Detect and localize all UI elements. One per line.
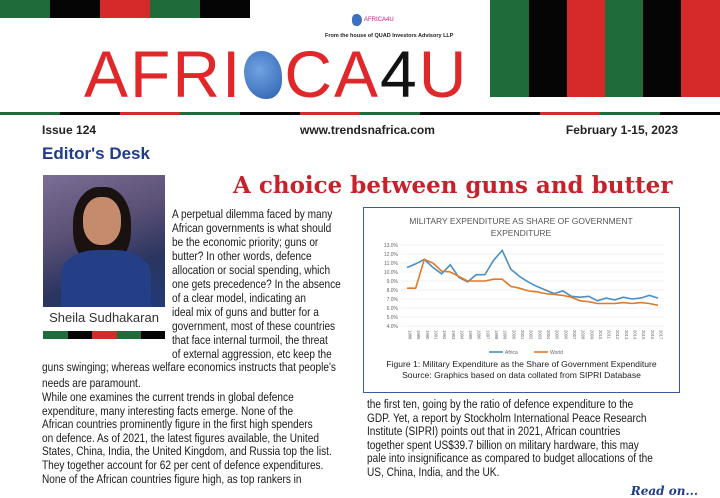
website-link[interactable]: www.trendsnafrica.com	[300, 123, 435, 137]
text-line: needs are paramount.	[42, 375, 141, 390]
stripe	[200, 0, 250, 18]
author-photo	[43, 175, 165, 307]
text-line: guns swinging; whereas welfare economics instructs that people's	[42, 360, 336, 374]
y-tick-label: 13.0%	[383, 243, 398, 249]
x-tick-label: 1998	[494, 330, 500, 340]
x-tick-label: 1999	[502, 330, 508, 340]
x-tick-label: 1990	[424, 330, 430, 340]
x-tick-label: 2007	[571, 330, 577, 340]
text-line: on defence. As of 2021, the latest figures available, the United	[42, 430, 319, 445]
text-line: allocation or social spending, which	[172, 263, 331, 277]
figure-caption: Figure 1: Military Expenditure as the Share of Government Expenditure	[386, 359, 657, 369]
y-tick-label: 9.0%	[386, 279, 398, 285]
stripe	[50, 0, 100, 18]
logo-text: U	[418, 37, 469, 111]
article-title: A choice between guns and butter	[233, 172, 673, 199]
chart-title: EXPENDITURE	[490, 228, 552, 238]
stripe	[643, 0, 681, 97]
text-line: be the economic priority; guns or	[172, 235, 319, 249]
x-tick-label: 2006	[563, 330, 569, 340]
figure-source: Source: Graphics based on data collated from SIPRI Database	[402, 370, 641, 380]
stripe	[490, 0, 529, 97]
stripe	[567, 0, 605, 97]
x-tick-label: 1989	[416, 330, 422, 340]
y-tick-label: 12.0%	[383, 252, 398, 258]
intro-paragraph-continued	[42, 360, 400, 391]
x-tick-label: 1988	[407, 330, 413, 340]
text-line: A perpetual dilemma faced by many	[172, 207, 333, 221]
africa-map-icon	[352, 14, 362, 26]
x-tick-label: 2005	[554, 330, 560, 340]
x-tick-label: 1991	[433, 330, 439, 340]
stripe	[681, 0, 720, 97]
text-line: government, most of these countries	[172, 319, 336, 333]
x-tick-label: 2012	[615, 330, 621, 340]
x-tick-label: 2002	[528, 330, 534, 340]
text-line: African governments is what should	[172, 221, 332, 235]
intro-paragraph	[172, 207, 378, 361]
text-line: pale into insignificance as compared to budget allocations of the	[367, 451, 653, 466]
legend-label: World	[550, 350, 563, 356]
y-tick-label: 6.0%	[386, 306, 398, 312]
x-tick-label: 2011	[606, 330, 612, 340]
chart-title: MILITARY EXPENDITURE AS SHARE OF GOVERNMENT	[409, 216, 633, 226]
text-line: butter? In other words, defence	[172, 249, 312, 263]
issue-date: February 1-15, 2023	[565, 123, 678, 137]
x-tick-label: 2001	[520, 330, 526, 340]
text-line: US, China, India, and the UK.	[367, 464, 500, 479]
author-name: Sheila Sudhakaran	[49, 310, 159, 325]
y-tick-label: 8.0%	[386, 288, 398, 294]
text-line: None of the African countries figure high, as top rankers in	[42, 471, 302, 486]
text-line: expenditure, many interesting facts emerge. None of the	[42, 403, 294, 418]
x-tick-label: 2003	[537, 330, 543, 340]
legend-label: Africa	[505, 350, 518, 356]
section-heading: Editor's Desk	[42, 144, 150, 163]
body-paragraph-left	[42, 391, 395, 486]
small-brand: AFRICA4U	[364, 17, 394, 23]
stripe	[605, 0, 643, 97]
x-tick-label: 2010	[597, 330, 603, 340]
chart-figure	[363, 207, 680, 393]
series-line-africa	[407, 250, 658, 300]
x-tick-label: 1996	[476, 330, 482, 340]
stripe	[0, 0, 50, 18]
x-tick-label: 2016	[649, 330, 655, 340]
text-line: Institute (SIPRI) points out that in 2021, African countries	[367, 424, 621, 439]
text-line: States, China, India, the United Kingdom, and Russia top the list.	[42, 444, 332, 459]
y-tick-label: 7.0%	[386, 297, 398, 303]
x-tick-label: 1995	[468, 330, 474, 340]
text-line: of external aggression, etc keep the	[172, 347, 332, 361]
x-tick-label: 1997	[485, 330, 491, 340]
x-tick-label: 1993	[450, 330, 456, 340]
text-line: the first ten, going by the ratio of defence expenditure to the	[367, 397, 634, 411]
text-line: ideal mix of guns and butter for a	[172, 305, 319, 319]
text-line: one gets precedence? In the absence	[172, 277, 341, 291]
text-line: of a clear model, indicating an	[172, 291, 306, 305]
small-logo	[352, 14, 394, 26]
text-line: They together account for 62 per cent of defence expenditures.	[42, 457, 324, 472]
stripe	[150, 0, 200, 18]
africa4u-logo	[84, 37, 469, 111]
body-paragraph-right	[367, 398, 716, 480]
line-chart	[364, 208, 678, 358]
logo-text: CA	[284, 37, 381, 111]
issue-number: Issue 124	[42, 123, 97, 137]
stripe	[529, 0, 567, 97]
text-line: that face internal turmoil, the threat	[172, 333, 328, 347]
read-on-link[interactable]: Read on...	[630, 484, 698, 498]
text-line: GDP. Yet, a report by Stockholm International Peace Research	[367, 410, 647, 425]
x-tick-label: 2008	[580, 330, 586, 340]
logo-text: 4	[380, 37, 419, 111]
x-tick-label: 2009	[589, 330, 595, 340]
africa-map-icon	[244, 51, 282, 99]
x-tick-label: 2000	[511, 330, 517, 340]
tagline: From the house of QUAD Investors Advisory LLP	[325, 33, 454, 39]
text-line: While one examines the current trends in global defence	[42, 390, 294, 404]
x-tick-label: 1994	[459, 330, 465, 340]
y-tick-label: 10.0%	[383, 270, 398, 276]
stripe	[100, 0, 150, 18]
x-tick-label: 2004	[545, 330, 551, 340]
y-tick-label: 5.0%	[386, 315, 398, 321]
x-tick-label: 2017	[658, 330, 664, 340]
x-tick-label: 2014	[632, 330, 638, 340]
x-tick-label: 1992	[442, 330, 448, 340]
text-line: together spent US$39.7 billion on military hardware, this may	[367, 437, 639, 452]
text-line: African countries prominently figure in the first high spenders	[42, 417, 313, 432]
logo-text: AFRI	[84, 37, 243, 111]
x-tick-label: 2013	[623, 330, 629, 340]
y-tick-label: 4.0%	[386, 324, 398, 330]
y-tick-label: 11.0%	[384, 261, 398, 267]
x-tick-label: 2015	[641, 330, 647, 340]
